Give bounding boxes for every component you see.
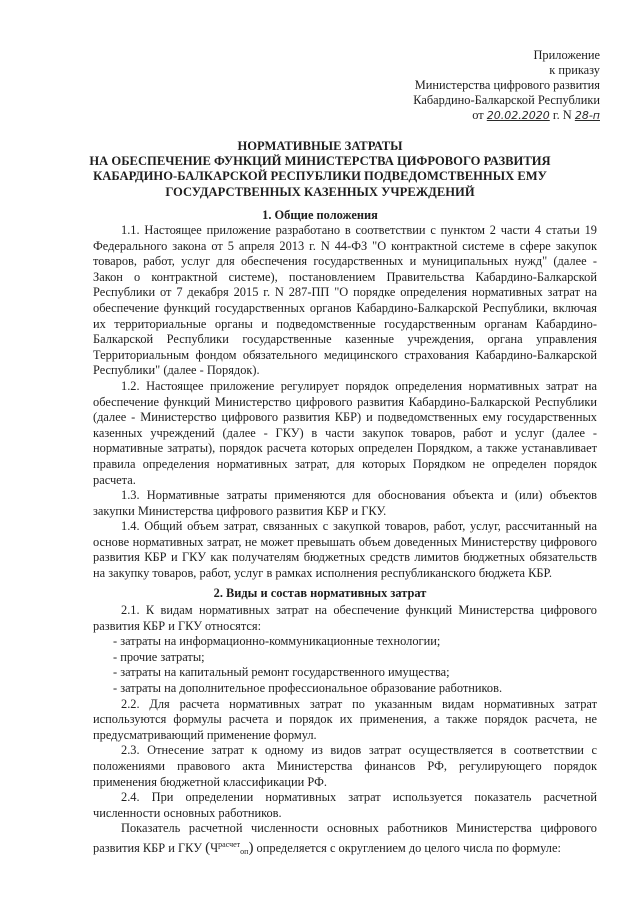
section-1-heading: 1. Общие положения [262, 208, 378, 222]
list-item: - прочие затраты; [113, 649, 205, 664]
list-item: - затраты на капитальный ремонт государственного имущества; [113, 665, 450, 680]
paragraph-2-3: 2.3. Отнесение затрат к одному из видов затрат осуществляется в соответствии с положениями правового акта Министерства финансов РФ, регулирующего порядок применения бюджетной классификации РФ. [93, 743, 597, 789]
list-item: - затраты на информационно-коммуникационные технологии; [113, 634, 441, 649]
paragraph-2-5-start: Показатель расчетной численности основных работников Министерства цифрового развития КБР и ГКУ [93, 821, 597, 855]
paragraph-2-5: Показатель расчетной численности основных работников Министерства цифрового развития КБР и ГКУ $(Ч^{расчет}_{оп})$ определяется с округлением до целого числа по формуле: [93, 821, 597, 856]
approval-line-4: Кабардино-Балкарской Республики [413, 93, 600, 107]
title-line-3: КАБАРДИНО-БАЛКАРСКОЙ РЕСПУБЛИКИ ПОДВЕДОМСТВЕННЫХ ЕМУ [93, 169, 547, 184]
paragraph-2-1: 2.1. К видам нормативных затрат на обеспечение функций Министерства цифрового развития КБР и ГКУ относятся: [93, 603, 597, 633]
section-2-body [93, 603, 597, 860]
approval-date-number-line [413, 108, 600, 123]
document-title [40, 139, 600, 200]
title-line-2: НА ОБЕСПЕЧЕНИЕ ФУНКЦИЙ МИНИСТЕРСТВА ЦИФРОВОГО РАЗВИТИЯ [89, 154, 551, 169]
paragraph-2-5-end: определяется с округлением до целого числа по формуле: [256, 840, 561, 855]
title-line-4: ГОСУДАРСТВЕННЫХ КАЗЕННЫХ УЧРЕЖДЕНИЙ [165, 184, 475, 199]
paragraph-1-3: 1.3. Нормативные затраты применяются для обоснования объекта и (или) объектов закупки Министерства цифрового развития КБР и ГКУ. [93, 488, 597, 518]
approval-prefix: от [472, 108, 484, 122]
paragraph-1-4: 1.4. Общий объем затрат, связанных с закупкой товаров, работ, услуг, рассчитанный на основе нормативных затрат, не может превышать объем доведенных Министерству цифрового развития КБР и ГКУ как получателям бюджетных средств лимитов бюджетных обязательств на закупку товаров, работ, услуг в рамках исполнения республиканского бюджета КБР. [93, 519, 597, 581]
approval-line-2: к приказу [549, 63, 600, 77]
approval-date: 20.02.2020 [486, 109, 550, 122]
section-2-heading: 2. Виды и состав нормативных затрат [213, 586, 427, 600]
title-line-1: НОРМАТИВНЫЕ ЗАТРАТЫ [237, 139, 403, 153]
paragraph-2-4: 2.4. При определении нормативных затрат используется показатель расчетной численности основных работников. [93, 790, 597, 820]
paragraph-1-2: 1.2. Настоящее приложение регулирует порядок определения нормативных затрат на обеспечение функций Министерство цифрового развития Кабардино-Балкарской Республики (далее - Министерство цифрового развития КБР) и подведомственных ему государственных казенных учреждений (далее - ГКУ) в части закупок товаров, работ и услуг (далее - нормативные затраты), порядок расчета которых определен Порядком, а также устанавливает правила определения нормативных затрат, для которых Порядком не определен порядок расчета. [93, 378, 597, 487]
approval-line-1: Приложение [533, 48, 600, 62]
approval-stamp-block [413, 48, 600, 123]
formula-symbol-base: Ч [210, 840, 219, 855]
formula-symbol [210, 841, 248, 855]
formula-symbol-sup: расчет [218, 839, 241, 849]
list-item: - затраты на дополнительное профессиональное образование работников. [113, 680, 503, 695]
formula-symbol-sub: оп [240, 846, 249, 856]
approval-number: 28-п [574, 109, 600, 122]
approval-number-prefix: г. N [552, 108, 572, 122]
paragraph-1-1: 1.1. Настоящее приложение разработано в соответствии с пунктом 2 части 4 статьи 19 Федерального закона от 5 апреля 2013 г. N 44-ФЗ "О контрактной системе в сфере закупок товаров, работ, услуг для обеспечения государственных и муниципальных нужд" (далее - Закон о контрактной системе), постановлением Правительства Кабардино-Балкарской Республики от 7 декабря 2015 г. N 287-ПП "О порядке определения нормативных затрат на обеспечение функций государственных органов Кабардино-Балкарской Республики, включая их территориальные органы и подведомственные государственным органам Кабардино-Балкарской Республики государственные казенные учреждения, органа управления Территориальным фондом обязательного медицинского страхования Кабардино-Балкарской Республики" (далее - Порядок). [93, 223, 597, 378]
approval-line-3: Министерства цифрового развития [414, 78, 600, 92]
paragraph-2-2: 2.2. Для расчета нормативных затрат по указанным видам нормативных затрат используются формулы расчета и порядок их применения, а также порядок расчета, не предусматривающий применение формул. [93, 696, 597, 742]
section-1-body [93, 223, 597, 582]
